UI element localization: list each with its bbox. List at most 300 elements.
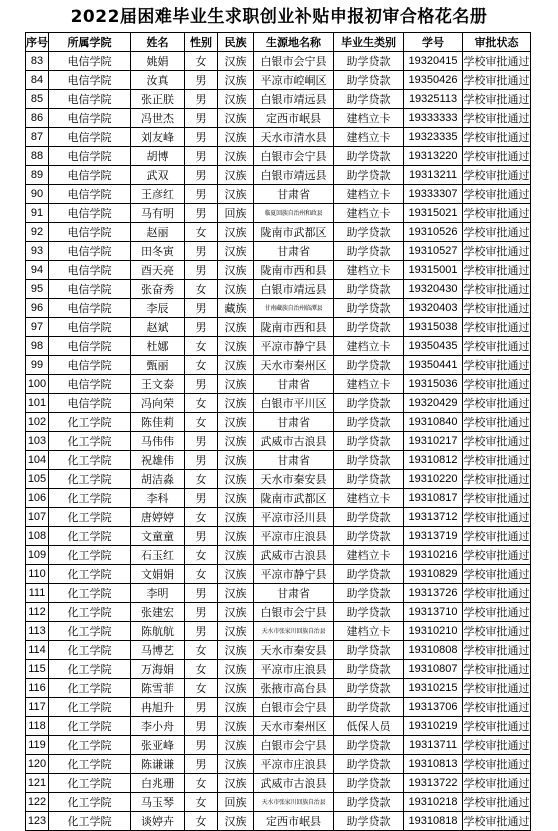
row-student-id: 19315038 [404,318,463,337]
row-name: 赵斌 [131,318,185,337]
row-index: 106 [26,489,49,508]
row-status: 学校审批通过 [463,451,531,470]
row-index: 93 [26,242,49,261]
row-name: 武双 [131,166,185,185]
row-gender: 男 [185,622,218,641]
row-student-id: 19313220 [404,147,463,166]
row-ethnicity: 汉族 [218,622,254,641]
row-name: 文童童 [131,527,185,546]
row-status: 学校审批通过 [463,793,531,812]
row-college: 电信学院 [49,242,131,261]
row-name: 唐婷婷 [131,508,185,527]
row-college: 电信学院 [49,128,131,147]
row-origin: 甘肃省 [254,451,334,470]
row-status: 学校审批通过 [463,223,531,242]
row-student-id: 19313211 [404,166,463,185]
row-college: 化工学院 [49,451,131,470]
row-origin: 天水市秦安县 [254,470,334,489]
row-index: 112 [26,603,49,622]
table-row [26,565,531,584]
row-student-id: 19333333 [404,109,463,128]
row-ethnicity: 汉族 [218,698,254,717]
row-student-id: 19310818 [404,812,463,831]
table-row [26,432,531,451]
row-college: 电信学院 [49,299,131,318]
row-origin: 临夏回族自治州和政县 [254,204,334,223]
row-category: 助学贷款 [334,356,404,375]
row-status: 学校审批通过 [463,470,531,489]
row-college: 电信学院 [49,90,131,109]
row-ethnicity: 汉族 [218,565,254,584]
row-category: 助学贷款 [334,603,404,622]
row-status: 学校审批通过 [463,299,531,318]
row-ethnicity: 汉族 [218,717,254,736]
row-status: 学校审批通过 [463,660,531,679]
row-status: 学校审批通过 [463,375,531,394]
row-category: 助学贷款 [334,679,404,698]
row-ethnicity: 汉族 [218,242,254,261]
row-status: 学校审批通过 [463,565,531,584]
page-title: 2022届困难毕业生求职创业补贴申报初审合格花名册 [70,7,488,27]
row-status: 学校审批通过 [463,147,531,166]
row-college: 化工学院 [49,546,131,565]
row-index: 86 [26,109,49,128]
row-ethnicity: 汉族 [218,337,254,356]
row-ethnicity: 汉族 [218,318,254,337]
row-index: 115 [26,660,49,679]
row-gender: 女 [185,413,218,432]
table-row [26,584,531,603]
row-category: 助学贷款 [334,147,404,166]
row-origin: 白银市会宁县 [254,147,334,166]
row-origin: 陇南市西和县 [254,318,334,337]
row-name: 文娟娟 [131,565,185,584]
row-ethnicity: 汉族 [218,375,254,394]
table-row [26,52,531,71]
row-gender: 男 [185,527,218,546]
table-row [26,489,531,508]
row-student-id: 19313726 [404,584,463,603]
row-gender: 女 [185,280,218,299]
row-status: 学校审批通过 [463,717,531,736]
row-college: 电信学院 [49,280,131,299]
row-origin: 平凉市泾川县 [254,508,334,527]
row-name: 杜娜 [131,337,185,356]
row-name: 陈雪菲 [131,679,185,698]
row-status: 学校审批通过 [463,337,531,356]
row-gender: 女 [185,774,218,793]
table-row [26,793,531,812]
row-student-id: 19310219 [404,717,463,736]
row-category: 建档立卡 [334,261,404,280]
row-student-id: 19313711 [404,736,463,755]
row-gender: 女 [185,641,218,660]
row-origin: 平凉市庄浪县 [254,755,334,774]
row-name: 李小舟 [131,717,185,736]
row-origin: 白银市会宁县 [254,736,334,755]
table-row [26,622,531,641]
row-college: 化工学院 [49,698,131,717]
row-ethnicity: 汉族 [218,280,254,299]
row-college: 电信学院 [49,318,131,337]
header-category: 毕业生类别 [334,33,404,52]
row-college: 化工学院 [49,489,131,508]
row-status: 学校审批通过 [463,356,531,375]
header-index: 序号 [26,33,49,52]
table-row [26,717,531,736]
row-gender: 女 [185,565,218,584]
row-category: 建档立卡 [334,337,404,356]
row-gender: 男 [185,603,218,622]
table-row [26,242,531,261]
row-college: 化工学院 [49,527,131,546]
row-ethnicity: 汉族 [218,774,254,793]
row-index: 109 [26,546,49,565]
row-status: 学校审批通过 [463,71,531,90]
row-ethnicity: 汉族 [218,356,254,375]
row-ethnicity: 汉族 [218,755,254,774]
row-student-id: 19320415 [404,52,463,71]
row-category: 建档立卡 [334,185,404,204]
row-index: 123 [26,812,49,831]
row-category: 助学贷款 [334,565,404,584]
row-college: 化工学院 [49,584,131,603]
row-status: 学校审批通过 [463,394,531,413]
row-category: 助学贷款 [334,793,404,812]
row-name: 胡洁淼 [131,470,185,489]
row-status: 学校审批通过 [463,109,531,128]
row-category: 助学贷款 [334,470,404,489]
row-origin: 天水市清水县 [254,128,334,147]
row-origin: 陇南市武都区 [254,223,334,242]
row-status: 学校审批通过 [463,546,531,565]
table-row [26,394,531,413]
row-category: 助学贷款 [334,90,404,109]
table-row [26,413,531,432]
row-gender: 女 [185,679,218,698]
row-category: 建档立卡 [334,489,404,508]
row-student-id: 19310526 [404,223,463,242]
row-index: 105 [26,470,49,489]
row-status: 学校审批通过 [463,527,531,546]
table-row [26,774,531,793]
row-college: 化工学院 [49,641,131,660]
row-name: 张奋秀 [131,280,185,299]
row-gender: 男 [185,261,218,280]
row-gender: 女 [185,546,218,565]
row-name: 马有明 [131,204,185,223]
row-origin: 白银市靖远县 [254,280,334,299]
row-gender: 男 [185,90,218,109]
row-origin: 白银市会宁县 [254,603,334,622]
row-status: 学校审批通过 [463,318,531,337]
table-row [26,90,531,109]
row-student-id: 19310217 [404,432,463,451]
row-college: 化工学院 [49,736,131,755]
row-college: 电信学院 [49,204,131,223]
row-name: 张建宏 [131,603,185,622]
row-category: 助学贷款 [334,223,404,242]
row-status: 学校审批通过 [463,698,531,717]
header-name: 姓名 [131,33,185,52]
row-index: 92 [26,223,49,242]
row-ethnicity: 汉族 [218,470,254,489]
row-college: 电信学院 [49,223,131,242]
row-index: 120 [26,755,49,774]
row-status: 学校审批通过 [463,128,531,147]
row-name: 万海娟 [131,660,185,679]
row-ethnicity: 汉族 [218,584,254,603]
row-student-id: 19310829 [404,565,463,584]
row-college: 化工学院 [49,660,131,679]
row-category: 助学贷款 [334,71,404,90]
row-origin: 白银市靖远县 [254,166,334,185]
header-origin: 生源地名称 [254,33,334,52]
header-college: 所属学院 [49,33,131,52]
row-origin: 甘肃省 [254,584,334,603]
row-ethnicity: 汉族 [218,394,254,413]
row-category: 低保人员 [334,717,404,736]
row-college: 化工学院 [49,565,131,584]
row-status: 学校审批通过 [463,52,531,71]
row-status: 学校审批通过 [463,489,531,508]
table-row [26,128,531,147]
row-gender: 男 [185,755,218,774]
table-row [26,641,531,660]
row-gender: 男 [185,489,218,508]
row-college: 化工学院 [49,679,131,698]
row-student-id: 19320430 [404,280,463,299]
row-origin: 甘肃省 [254,413,334,432]
row-student-id: 19320429 [404,394,463,413]
row-college: 化工学院 [49,717,131,736]
row-ethnicity: 汉族 [218,508,254,527]
row-ethnicity: 汉族 [218,527,254,546]
row-college: 化工学院 [49,755,131,774]
row-index: 85 [26,90,49,109]
row-name: 李明 [131,584,185,603]
row-ethnicity: 汉族 [218,128,254,147]
row-status: 学校审批通过 [463,622,531,641]
row-college: 电信学院 [49,337,131,356]
row-name: 汝真 [131,71,185,90]
row-college: 电信学院 [49,147,131,166]
row-category: 助学贷款 [334,280,404,299]
row-college: 电信学院 [49,166,131,185]
row-gender: 女 [185,508,218,527]
row-index: 84 [26,71,49,90]
row-name: 酉天亮 [131,261,185,280]
row-ethnicity: 汉族 [218,546,254,565]
row-gender: 女 [185,52,218,71]
row-name: 张亚峰 [131,736,185,755]
row-index: 119 [26,736,49,755]
row-origin: 武威市古浪县 [254,546,334,565]
row-college: 电信学院 [49,356,131,375]
row-index: 121 [26,774,49,793]
row-category: 助学贷款 [334,451,404,470]
row-ethnicity: 汉族 [218,413,254,432]
row-student-id: 19350435 [404,337,463,356]
row-index: 90 [26,185,49,204]
row-name: 王文泰 [131,375,185,394]
row-student-id: 19310210 [404,622,463,641]
row-category: 助学贷款 [334,812,404,831]
row-category: 助学贷款 [334,736,404,755]
row-college: 电信学院 [49,71,131,90]
row-gender: 男 [185,204,218,223]
row-index: 97 [26,318,49,337]
row-status: 学校审批通过 [463,185,531,204]
row-ethnicity: 汉族 [218,603,254,622]
table-row [26,660,531,679]
row-student-id: 19325113 [404,90,463,109]
row-gender: 男 [185,185,218,204]
row-index: 87 [26,128,49,147]
row-gender: 女 [185,223,218,242]
row-gender: 男 [185,166,218,185]
row-gender: 男 [185,299,218,318]
row-origin: 白银市会宁县 [254,52,334,71]
row-student-id: 19310840 [404,413,463,432]
row-origin: 武威市古浪县 [254,774,334,793]
row-origin: 天水市秦州区 [254,717,334,736]
row-college: 电信学院 [49,52,131,71]
row-category: 助学贷款 [334,432,404,451]
row-index: 83 [26,52,49,71]
header-ethnicity: 民族 [218,33,254,52]
row-student-id: 19350441 [404,356,463,375]
row-category: 建档立卡 [334,622,404,641]
table-row [26,337,531,356]
row-index: 108 [26,527,49,546]
row-gender: 男 [185,451,218,470]
row-index: 95 [26,280,49,299]
row-index: 94 [26,261,49,280]
row-status: 学校审批通过 [463,280,531,299]
row-student-id: 19310817 [404,489,463,508]
row-name: 刘友峰 [131,128,185,147]
row-origin: 张掖市高台县 [254,679,334,698]
row-name: 祝雄伟 [131,451,185,470]
row-gender: 女 [185,394,218,413]
row-college: 化工学院 [49,774,131,793]
row-college: 化工学院 [49,508,131,527]
table-row [26,223,531,242]
row-student-id: 19313706 [404,698,463,717]
row-category: 助学贷款 [334,318,404,337]
row-ethnicity: 汉族 [218,641,254,660]
table-row [26,147,531,166]
row-gender: 女 [185,356,218,375]
row-category: 助学贷款 [334,52,404,71]
row-index: 91 [26,204,49,223]
row-ethnicity: 汉族 [218,451,254,470]
row-name: 谈婷卉 [131,812,185,831]
row-college: 化工学院 [49,432,131,451]
row-college: 化工学院 [49,793,131,812]
table-row [26,71,531,90]
row-student-id: 19333307 [404,185,463,204]
roster-table [25,32,531,831]
row-name: 石玉红 [131,546,185,565]
row-index: 88 [26,147,49,166]
row-student-id: 19310807 [404,660,463,679]
row-gender: 男 [185,109,218,128]
row-index: 100 [26,375,49,394]
table-row [26,356,531,375]
row-name: 甄丽 [131,356,185,375]
table-row [26,299,531,318]
row-origin: 陇南市武都区 [254,489,334,508]
table-row [26,755,531,774]
row-ethnicity: 汉族 [218,185,254,204]
row-origin: 平凉市庄浪县 [254,527,334,546]
row-category: 助学贷款 [334,508,404,527]
row-college: 电信学院 [49,185,131,204]
row-name: 赵丽 [131,223,185,242]
row-status: 学校审批通过 [463,166,531,185]
row-index: 96 [26,299,49,318]
row-origin: 甘肃省 [254,242,334,261]
table-row [26,166,531,185]
row-college: 化工学院 [49,413,131,432]
row-gender: 男 [185,698,218,717]
table-row [26,185,531,204]
row-origin: 甘肃省 [254,185,334,204]
row-college: 电信学院 [49,109,131,128]
row-origin: 天水市张家川回族自治县 [254,793,334,812]
row-name: 胡博 [131,147,185,166]
row-student-id: 19320403 [404,299,463,318]
row-status: 学校审批通过 [463,432,531,451]
header-status: 审批状态 [463,33,531,52]
table-row [26,109,531,128]
row-student-id: 19310216 [404,546,463,565]
row-index: 102 [26,413,49,432]
table-body [26,52,531,831]
row-name: 冯向荣 [131,394,185,413]
row-name: 陈佳莉 [131,413,185,432]
row-ethnicity: 回族 [218,793,254,812]
row-student-id: 19315001 [404,261,463,280]
table-row [26,261,531,280]
row-origin: 天水市秦安县 [254,641,334,660]
row-college: 化工学院 [49,622,131,641]
row-origin: 天水市秦州区 [254,356,334,375]
row-origin: 陇南市西和县 [254,261,334,280]
row-student-id: 19310220 [404,470,463,489]
row-name: 陈航航 [131,622,185,641]
row-name: 白兆珊 [131,774,185,793]
row-ethnicity: 汉族 [218,52,254,71]
row-gender: 女 [185,337,218,356]
row-category: 助学贷款 [334,774,404,793]
row-status: 学校审批通过 [463,90,531,109]
row-index: 107 [26,508,49,527]
row-index: 122 [26,793,49,812]
row-category: 建档立卡 [334,204,404,223]
row-origin: 平凉市庄浪县 [254,660,334,679]
table-row [26,698,531,717]
table-row [26,470,531,489]
row-name: 李科 [131,489,185,508]
row-status: 学校审批通过 [463,508,531,527]
table-row [26,204,531,223]
row-ethnicity: 汉族 [218,660,254,679]
row-status: 学校审批通过 [463,755,531,774]
row-status: 学校审批通过 [463,603,531,622]
